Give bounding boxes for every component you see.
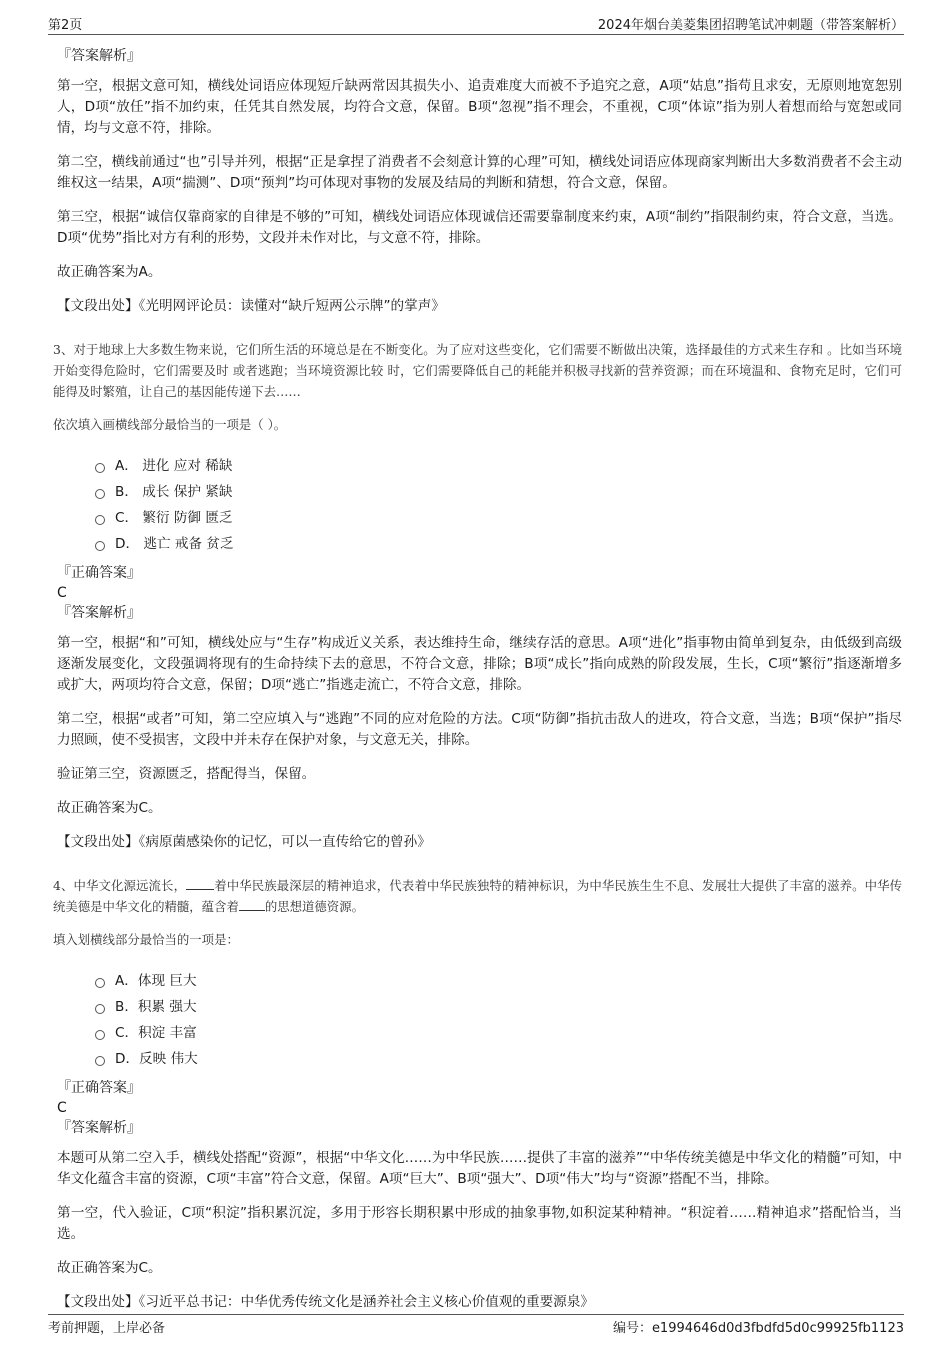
question-text-part: 的思想道德资源。 xyxy=(264,899,364,914)
option-b[interactable] xyxy=(95,479,902,505)
option-c[interactable] xyxy=(95,505,902,531)
question-4-options xyxy=(95,968,902,1072)
radio-icon[interactable] xyxy=(95,1004,105,1014)
question-3-text: 3、对于地球上大多数生物来说，它们所生活的环境总是在不断变化。为了应对这些变化，它们需要不断做出决策，选择最佳的方式来生存和 。比如当环境开始变得危险时，它们需要及时 或者逃跑；当环境资源比较 时，它们需要降低自己的耗能并积极寻找新的营养资源；而在环境温和、食物充足时，它们可能得及时繁殖，让自己的基因能传递下去…… xyxy=(53,342,902,399)
correct-answer-label: 『正确答案』 xyxy=(57,565,141,581)
analysis-conclusion: 故正确答案为C。 xyxy=(57,1260,162,1276)
option-label: A．体现 巨大 xyxy=(115,973,197,989)
analysis-paragraph: 第三空，根据“诚信仅靠商家的自律是不够的”可知，横线处词语应体现诚信还需要靠制度来约束，A项“制约”指限制约束，符合文意，当选。D项“优势”指比对方有利的形势，文段并未作对比，与文意不符，排除。 xyxy=(57,209,902,246)
option-label: A． 进化 应对 稀缺 xyxy=(115,458,233,474)
document-body xyxy=(53,46,902,1313)
option-label: D．反映 伟大 xyxy=(115,1051,198,1067)
question-4-text xyxy=(53,875,902,917)
source-citation: 【文段出处】《光明网评论员：读懂对“缺斤短两公示牌”的掌声》 xyxy=(57,298,445,314)
question-text-part: 4、中华文化源远流长， xyxy=(53,878,187,893)
answer-analysis-label: 『答案解析』 xyxy=(57,1120,141,1136)
correct-answer-label: 『正确答案』 xyxy=(57,1080,141,1096)
footer-slogan: 考前押题，上岸必备 xyxy=(48,1321,166,1336)
option-b[interactable] xyxy=(95,994,902,1020)
analysis-paragraph: 本题可从第二空入手，横线处搭配“资源”，根据“中华文化……为中华民族……提供了丰富的滋养”“中华传统美德是中华文化的精髓”可知，中华文化蕴含丰富的资源，C项“丰富”符合文意，保留。A项“巨大”、B项“强大”、D项“伟大”均与“资源”搭配不当，排除。 xyxy=(57,1150,902,1187)
question-3-prompt: 依次填入画横线部分最恰当的一项是（ ）。 xyxy=(53,417,287,432)
radio-icon[interactable] xyxy=(95,1056,105,1066)
option-c[interactable] xyxy=(95,1020,902,1046)
option-a[interactable] xyxy=(95,453,902,479)
option-label: B．积累 强大 xyxy=(115,999,197,1015)
option-label: D． 逃亡 戒备 贫乏 xyxy=(115,536,234,552)
page-footer xyxy=(48,1314,904,1336)
answer-analysis-label: 『答案解析』 xyxy=(57,48,141,64)
analysis-paragraph: 验证第三空，资源匮乏，搭配得当，保留。 xyxy=(57,766,316,782)
radio-icon[interactable] xyxy=(95,515,105,525)
option-label: B． 成长 保护 紧缺 xyxy=(115,484,233,500)
option-d[interactable] xyxy=(95,531,902,557)
option-a[interactable] xyxy=(95,968,902,994)
document-title: 2024年烟台美菱集团招聘笔试冲刺题（带答案解析） xyxy=(597,18,904,33)
page-number: 第2页 xyxy=(48,18,83,33)
analysis-paragraph: 第一空，代入验证，C项“积淀”指积累沉淀，多用于形容长期积累中形成的抽象事物,如积淀某种精神。“积淀着……精神追求”搭配恰当，当选。 xyxy=(57,1205,902,1242)
radio-icon[interactable] xyxy=(95,978,105,988)
analysis-conclusion: 故正确答案为C。 xyxy=(57,800,162,816)
question-4-prompt: 填入划横线部分最恰当的一项是： xyxy=(53,932,239,947)
analysis-paragraph: 第一空，根据文意可知，横线处词语应体现短斤缺两常因其损失小、追责难度大而被不予追究之意，A项“姑息”指苟且求安，无原则地宽恕别人，D项“放任”指不加约束，任凭其自然发展，均符合文意，保留。B项“忽视”指不理会，不重视，C项“体谅”指为别人着想而给与宽恕或同情，均与文意不符，排除。 xyxy=(57,78,902,136)
correct-answer-value: C xyxy=(57,1100,67,1116)
radio-icon[interactable] xyxy=(95,541,105,551)
radio-icon[interactable] xyxy=(95,489,105,499)
question-text-part: 着中华民族最深层的精神追求，代表着中华民族独特的精神标识，为中华民族生生不息、发展壮大提供了丰富的滋养。中华传统美德是中华文化的精髓，蕴含着 xyxy=(53,878,902,914)
option-label: C． 繁衍 防御 匮乏 xyxy=(115,510,233,526)
option-label: C．积淀 丰富 xyxy=(115,1025,197,1041)
radio-icon[interactable] xyxy=(95,1030,105,1040)
radio-icon[interactable] xyxy=(95,463,105,473)
blank-line xyxy=(186,889,214,890)
analysis-conclusion: 故正确答案为A。 xyxy=(57,264,162,280)
correct-answer-value: C xyxy=(57,585,67,601)
question-3-options xyxy=(95,453,902,557)
document-serial: 编号：e1994646d0d3fbdfd5d0c99925fb1123 xyxy=(612,1321,904,1336)
source-citation: 【文段出处】《病原菌感染你的记忆，可以一直传给它的曾孙》 xyxy=(57,834,431,850)
answer-analysis-label: 『答案解析』 xyxy=(57,605,141,621)
analysis-paragraph: 第二空，横线前通过“也”引导并列，根据“正是拿捏了消费者不会刻意计算的心理”可知，横线处词语应体现商家判断出大多数消费者不会主动维权这一结果，A项“揣测”、D项“预判”均可体现对事物的发展及结局的判断和猜想，符合文意，保留。 xyxy=(57,154,902,191)
analysis-paragraph: 第二空，根据“或者”可知，第二空应填入与“逃跑”不同的应对危险的方法。C项“防御”指抗击敌人的进攻，符合文意，当选；B项“保护”指尽力照顾，使不受损害，文段中并未存在保护对象，与文意无关，排除。 xyxy=(57,711,902,748)
analysis-paragraph: 第一空，根据“和”可知，横线处应与“生存”构成近义关系，表达维持生命，继续存活的意思。A项“进化”指事物由简单到复杂，由低级到高级逐渐发展变化，文段强调将现有的生命持续下去的意思，不符合文意，排除；B项“成长”指向成熟的阶段发展，生长，C项“繁衍”指逐渐增多或扩大，两项均符合文意，保留；D项“逃亡”指逃走流亡，不符合文意，排除。 xyxy=(57,635,902,693)
blank-line xyxy=(239,910,265,911)
source-citation: 【文段出处】《习近平总书记：中华优秀传统文化是涵养社会主义核心价值观的重要源泉》 xyxy=(57,1294,594,1310)
option-d[interactable] xyxy=(95,1046,902,1072)
page-header xyxy=(48,14,904,35)
